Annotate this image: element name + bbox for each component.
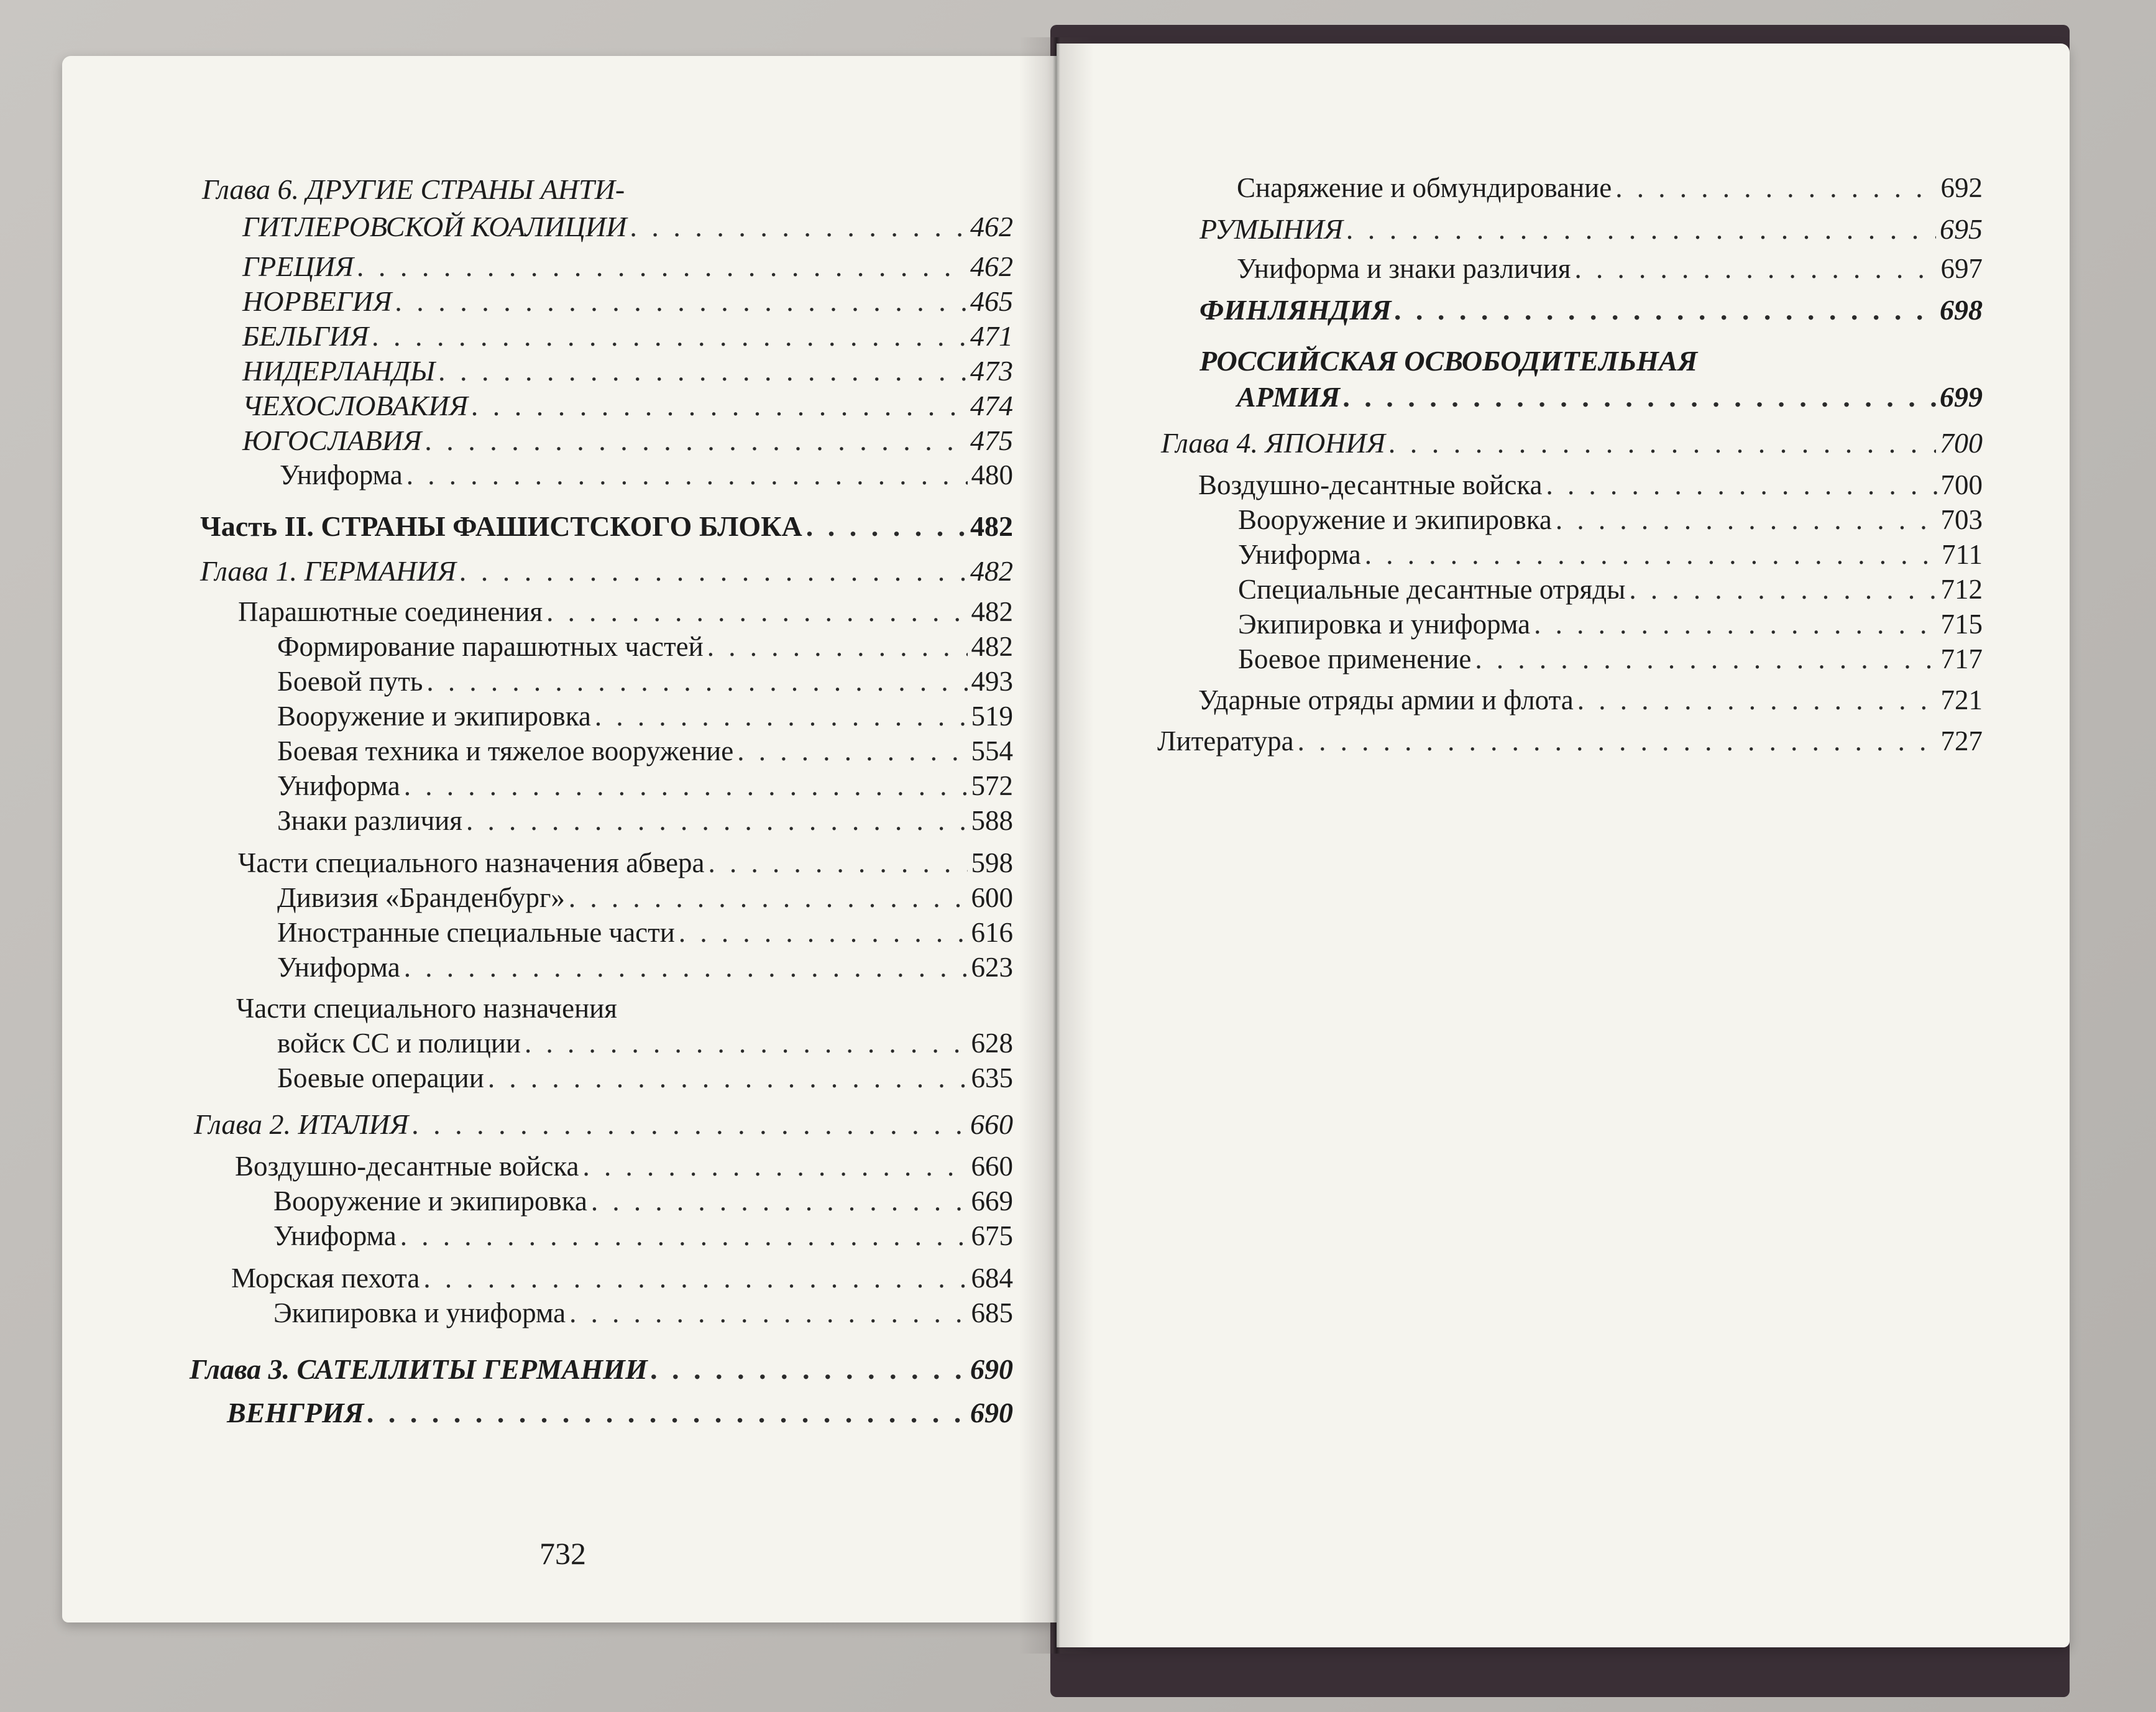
toc-entry-title: ЧЕХОСЛОВАКИЯ (242, 390, 468, 421)
toc-entry (1238, 576, 1983, 604)
toc-entry (242, 287, 1013, 316)
dot-leader (472, 392, 966, 420)
toc-entry (1237, 255, 1983, 283)
dot-leader (737, 737, 967, 765)
dot-leader (1389, 429, 1936, 458)
toc-entry (1237, 383, 1983, 412)
dot-leader (426, 668, 967, 696)
toc-page-number: 554 (971, 735, 1013, 766)
toc-entry (200, 557, 1013, 586)
toc-entry (277, 807, 1013, 835)
toc-entry-title: Литература (1157, 725, 1294, 757)
toc-page-number: 697 (1940, 253, 1983, 284)
toc-page-number: 717 (1940, 643, 1983, 674)
dot-leader (1395, 296, 1936, 324)
toc-page-number: 482 (970, 555, 1013, 587)
left-page (62, 56, 1057, 1622)
toc-page-number: 623 (971, 952, 1013, 983)
right-page (1057, 44, 2070, 1647)
toc-entry (1161, 429, 1983, 458)
toc-entry (190, 1355, 1013, 1384)
toc-page-number: 700 (1940, 427, 1983, 459)
toc-page-number: 712 (1940, 574, 1983, 605)
dot-leader (1615, 174, 1937, 202)
toc-entry (227, 1399, 1013, 1427)
toc-entry (194, 1110, 1013, 1139)
toc-entry-title: Иностранные специальные части (277, 917, 675, 948)
dot-leader (460, 557, 966, 586)
toc-line: Части специального назначения (236, 993, 617, 1024)
toc-page-number: 465 (970, 285, 1013, 317)
toc-page-number: 616 (971, 917, 1013, 948)
toc-entry (242, 426, 1013, 455)
toc-entry (277, 919, 1013, 947)
dot-leader (425, 426, 966, 455)
toc-page-number: 690 (970, 1353, 1013, 1385)
dot-leader (1298, 727, 1937, 755)
toc-entry (242, 322, 1013, 351)
toc-entry-title: Глава 1. ГЕРМАНИЯ (200, 555, 456, 587)
toc-page-number: 660 (971, 1151, 1013, 1182)
toc-entry (238, 598, 1013, 626)
toc-entry-title: РУМЫНИЯ (1200, 213, 1343, 245)
toc-page-number: 519 (971, 701, 1013, 732)
toc-entry (1237, 174, 1983, 202)
toc-entry (1238, 645, 1983, 673)
toc-page-number: 480 (971, 459, 1013, 490)
toc-entry-title: Воздушно-десантные войска (235, 1151, 579, 1182)
toc-page-number: 703 (1940, 504, 1983, 535)
toc-entry (242, 252, 1013, 281)
toc-entry (231, 1264, 1013, 1292)
dot-leader (400, 1222, 968, 1250)
toc-entry-title: Специальные десантные отряды (1238, 574, 1626, 605)
toc-page-number: 482 (971, 596, 1013, 627)
toc-entry (242, 357, 1013, 385)
dot-leader (395, 287, 966, 316)
toc-entry-title: Дивизия «Бранденбург» (277, 882, 565, 913)
dot-leader (1347, 215, 1936, 244)
toc-page-number: 669 (971, 1185, 1013, 1217)
dot-leader (488, 1064, 968, 1092)
toc-entry-title: ГИТЛЕРОВСКОЙ КОАЛИЦИИ (242, 211, 627, 242)
toc-page-number: 588 (971, 805, 1013, 836)
toc-page-number: 721 (1940, 684, 1983, 716)
dot-leader (372, 322, 966, 351)
toc-entry-title: ГРЕЦИЯ (242, 251, 354, 282)
toc-entry-title: Часть II. СТРАНЫ ФАШИСТСКОГО БЛОКА (200, 510, 802, 542)
dot-leader (423, 1264, 967, 1292)
toc-page-number: 474 (970, 390, 1013, 421)
toc-entry-title: Боевые операции (277, 1062, 484, 1093)
toc-page-number: 471 (970, 320, 1013, 352)
toc-entry-title: Снаряжение и обмундирование (1237, 172, 1612, 203)
toc-entry-title: Униформа (277, 770, 400, 801)
toc-entry-title: Глава 4. ЯПОНИЯ (1161, 427, 1385, 459)
toc-entry-title: Униформа (1238, 539, 1361, 570)
dot-leader (404, 954, 968, 982)
toc-entry (238, 849, 1013, 877)
toc-entry-title: Парашютные соединения (238, 596, 543, 627)
dot-leader (1546, 471, 1937, 499)
toc-page-number: 493 (971, 666, 1013, 697)
dot-leader (806, 512, 966, 541)
toc-entry (1198, 686, 1983, 714)
toc-entry (1238, 610, 1983, 638)
toc-page-number: 711 (1942, 539, 1983, 570)
toc-line: Глава 6. ДРУГИЕ СТРАНЫ АНТИ- (202, 173, 625, 205)
toc-line: РОССИЙСКАЯ ОСВОБОДИТЕЛЬНАЯ (1200, 345, 1698, 377)
toc-entry-title: Глава 3. САТЕЛЛИТЫ ГЕРМАНИИ (190, 1353, 648, 1385)
toc-page-number: 598 (971, 847, 1013, 878)
toc-entry (277, 954, 1013, 982)
dot-leader (1577, 686, 1937, 714)
dot-leader (631, 213, 966, 241)
toc-entry-title: Вооружение и экипировка (277, 701, 591, 732)
toc-page-number: 692 (1940, 172, 1983, 203)
toc-entry (242, 213, 1013, 241)
toc-entry-title: Части специального назначения абвера (238, 847, 705, 878)
toc-entry-title: Униформа (280, 459, 403, 490)
toc-entry (277, 884, 1013, 912)
toc-page-number: 660 (970, 1108, 1013, 1140)
toc-entry (277, 633, 1013, 661)
dot-leader (1575, 255, 1937, 283)
dot-leader (406, 461, 968, 489)
toc-page-number: 699 (1940, 381, 1983, 413)
toc-entry-title: Воздушно-десантные войска (1198, 469, 1543, 500)
toc-entry-title: НОРВЕГИЯ (242, 285, 392, 317)
toc-entry-title: Экипировка и униформа (1238, 609, 1531, 640)
dot-leader (679, 919, 968, 947)
toc-page-number: 482 (970, 510, 1013, 542)
toc-entry-title: Ударные отряды армии и флота (1198, 684, 1574, 716)
toc-entry-title: Униформа (273, 1220, 397, 1251)
toc-page-number: 473 (970, 355, 1013, 387)
dot-leader (651, 1355, 966, 1384)
dot-leader (569, 1299, 967, 1327)
dot-leader (595, 702, 968, 730)
toc-page-number: 600 (971, 882, 1013, 913)
toc-entry-title: Боевое применение (1238, 643, 1472, 674)
toc-page-number: 462 (970, 211, 1013, 242)
toc-page-number: 727 (1940, 725, 1983, 757)
toc-entry (242, 392, 1013, 420)
toc-entry-title: Формирование парашютных частей (277, 631, 704, 662)
toc-entry (273, 1299, 1013, 1327)
toc-page-number: 685 (971, 1297, 1013, 1328)
dot-leader (1534, 610, 1937, 638)
toc-entry (200, 512, 1013, 541)
toc-page-number: 572 (971, 770, 1013, 801)
toc-entry-title: ВЕНГРИЯ (227, 1397, 364, 1429)
toc-entry-title: Глава 2. ИТАЛИЯ (194, 1108, 409, 1140)
dot-leader (583, 1153, 968, 1180)
toc-entry (277, 772, 1013, 800)
toc-entry (277, 737, 1013, 765)
dot-leader (1344, 383, 1936, 412)
toc-entry (1200, 215, 1983, 244)
dot-leader (707, 633, 968, 661)
dot-leader (1475, 645, 1937, 673)
dot-leader (525, 1029, 968, 1057)
dot-leader (466, 807, 968, 835)
toc-entry-title: Униформа и знаки различия (1237, 253, 1571, 284)
page-number: 732 (539, 1536, 586, 1571)
toc-page-number: 635 (971, 1062, 1013, 1093)
dot-leader (357, 252, 966, 281)
toc-entry (277, 668, 1013, 696)
toc-page-number: 700 (1940, 469, 1983, 500)
toc-page-number: 628 (971, 1028, 1013, 1059)
dot-leader (591, 1187, 968, 1215)
toc-page-number: 695 (1940, 213, 1983, 245)
toc-entry (1157, 727, 1983, 755)
toc-entry-title: Экипировка и униформа (273, 1297, 566, 1328)
toc-entry-title: Боевая техника и тяжелое вооружение (277, 735, 734, 766)
toc-page-number: 475 (970, 425, 1013, 456)
toc-entry (273, 1187, 1013, 1215)
dot-leader (412, 1110, 966, 1139)
toc-entry-title: НИДЕРЛАНДЫ (242, 355, 436, 387)
toc-entry-title: БЕЛЬГИЯ (242, 320, 369, 352)
dot-leader (1556, 506, 1937, 534)
toc-page-number: 482 (971, 631, 1013, 662)
toc-entry-title: АРМИЯ (1237, 381, 1341, 413)
toc-entry-title: ФИНЛЯНДИЯ (1200, 294, 1392, 326)
toc-entry (1238, 506, 1983, 534)
toc-entry-title: Вооружение и экипировка (1238, 504, 1552, 535)
toc-entry (235, 1153, 1013, 1180)
toc-entry-title: Морская пехота (231, 1263, 420, 1294)
toc-entry (1198, 471, 1983, 499)
toc-entry (277, 702, 1013, 730)
toc-entry (1238, 541, 1983, 569)
dot-leader (368, 1399, 967, 1427)
dot-leader (546, 598, 967, 626)
toc-entry-title: Боевой путь (277, 666, 423, 697)
toc-entry-title: Знаки различия (277, 805, 462, 836)
toc-entry (277, 1029, 1013, 1057)
dot-leader (439, 357, 966, 385)
toc-page-number: 715 (1940, 609, 1983, 640)
toc-page-number: 675 (971, 1220, 1013, 1251)
toc-entry (273, 1222, 1013, 1250)
toc-entry (1200, 296, 1983, 324)
toc-page-number: 684 (971, 1263, 1013, 1294)
toc-entry (277, 1064, 1013, 1092)
dot-leader (1629, 576, 1937, 604)
toc-entry-title: Униформа (277, 952, 400, 983)
toc-entry-title: ЮГОСЛАВИЯ (242, 425, 422, 456)
toc-entry-title: войск СС и полиции (277, 1028, 521, 1059)
dot-leader (404, 772, 968, 800)
toc-page-number: 462 (970, 251, 1013, 282)
toc-page-number: 690 (970, 1397, 1013, 1429)
dot-leader (709, 849, 968, 877)
dot-leader (569, 884, 968, 912)
dot-leader (1365, 541, 1938, 569)
toc-entry (280, 461, 1013, 489)
toc-entry-title: Вооружение и экипировка (273, 1185, 587, 1217)
toc-page-number: 698 (1940, 294, 1983, 326)
